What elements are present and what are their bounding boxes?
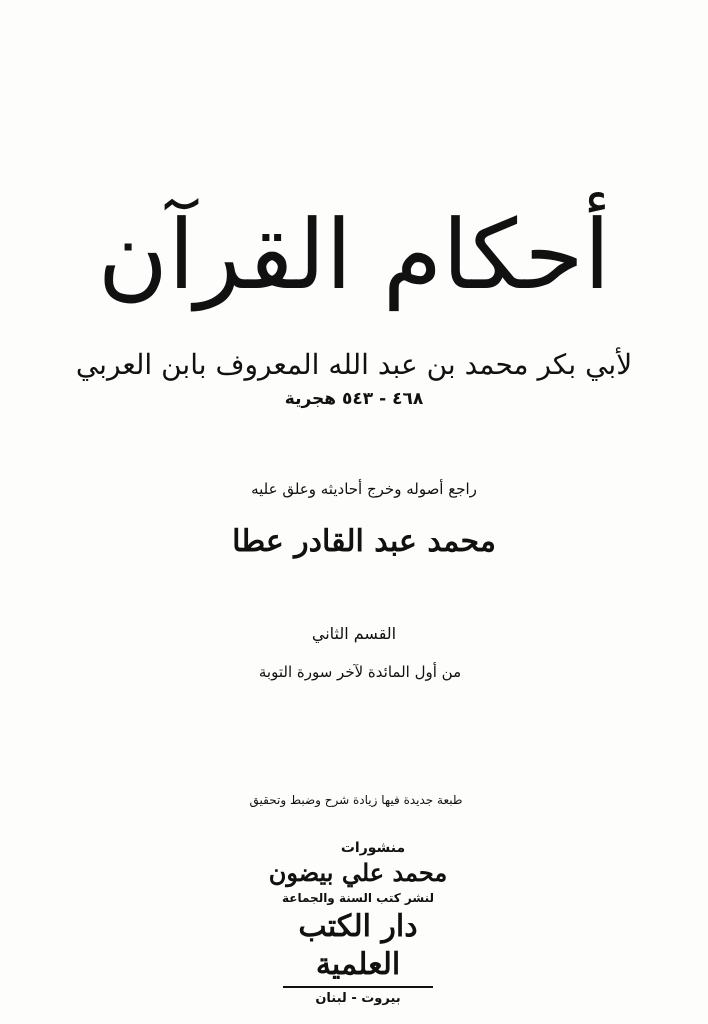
publishing-house: دار الكتب العلمية [298,909,418,982]
publisher-city: بيروت - لبنان [315,991,401,1006]
book-title: أحكام القرآن [97,199,611,311]
edition-note: طبعة جديدة فيها زيادة شرح وضبط وتحقيق [249,793,463,807]
publisher-name: محمد علي بيضون [268,858,448,887]
volume-part: القسم الثاني [311,624,397,643]
reviewed-by-line: راجع أصوله وخرج أحاديثه وعلق عليه [251,480,477,498]
author-dates: ٤٦٨ - ٥٤٣ هجرية [284,389,424,409]
author-line: لأبي بكر محمد بن عبد الله المعروف بابن العربي [75,348,633,381]
publisher-block [268,838,448,1008]
publisher-rule [283,986,433,988]
publisher-label: منشورات [340,840,406,856]
editor-name: محمد عبد القادر عطا [232,524,496,559]
publisher-series: لنشر كتب السنة والجماعة [282,891,434,905]
volume-range: من أول المائدة لآخر سورة التوبة [258,663,462,681]
